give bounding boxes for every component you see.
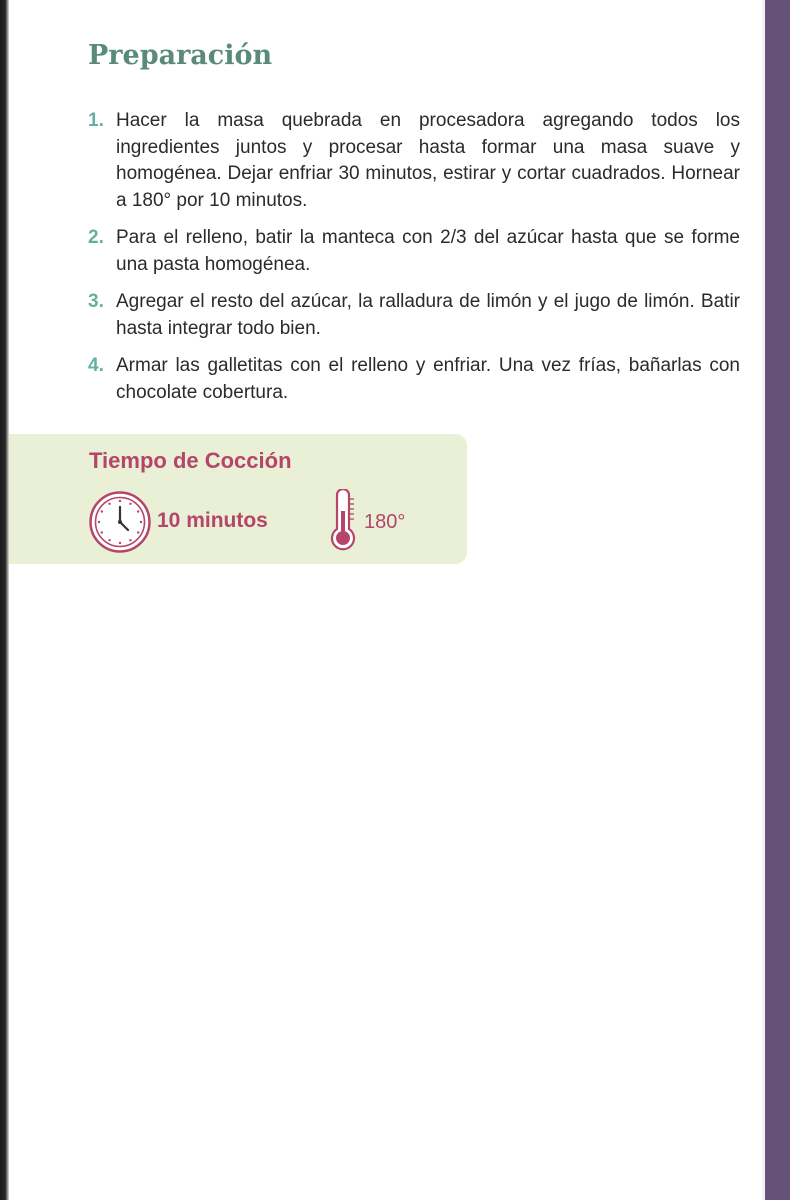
page-title: Preparación xyxy=(88,40,273,71)
step-number: 4. xyxy=(88,355,104,376)
cooking-time-box xyxy=(9,434,467,564)
step-text: Armar las galletitas con el relleno y enfriar. Una vez frías, bañarlas con chocolate cobertura. xyxy=(116,355,740,403)
left-page-edge xyxy=(0,0,9,1200)
right-side-stripe xyxy=(765,0,790,1200)
step-item xyxy=(88,225,740,278)
step-item xyxy=(88,353,740,406)
step-text: Para el relleno, batir la manteca con 2/3 del azúcar hasta que se forme una pasta homogénea. xyxy=(116,227,740,275)
thermometer-icon xyxy=(328,489,358,553)
step-text: Agregar el resto del azúcar, la ralladura de limón y el jugo de limón. Batir hasta integrar todo bien. xyxy=(116,291,740,339)
step-item xyxy=(88,108,740,214)
step-text: Hacer la masa quebrada en procesadora agregando todos los ingredientes juntos y procesar hasta formar una masa suave y homogénea. Dejar enfriar 30 minutos, estirar y cortar cuadrados. Hornear a 180° por 10 minutos. xyxy=(116,110,740,211)
clock-icon xyxy=(88,490,152,554)
step-number: 3. xyxy=(88,291,104,312)
step-number: 2. xyxy=(88,227,104,248)
step-item xyxy=(88,289,740,342)
preparation-steps xyxy=(88,108,740,417)
cooking-time-value: 10 minutos xyxy=(157,509,268,532)
cooking-time-title: Tiempo de Cocción xyxy=(89,448,292,473)
step-number: 1. xyxy=(88,110,104,131)
cooking-temperature-value: 180° xyxy=(364,511,406,533)
